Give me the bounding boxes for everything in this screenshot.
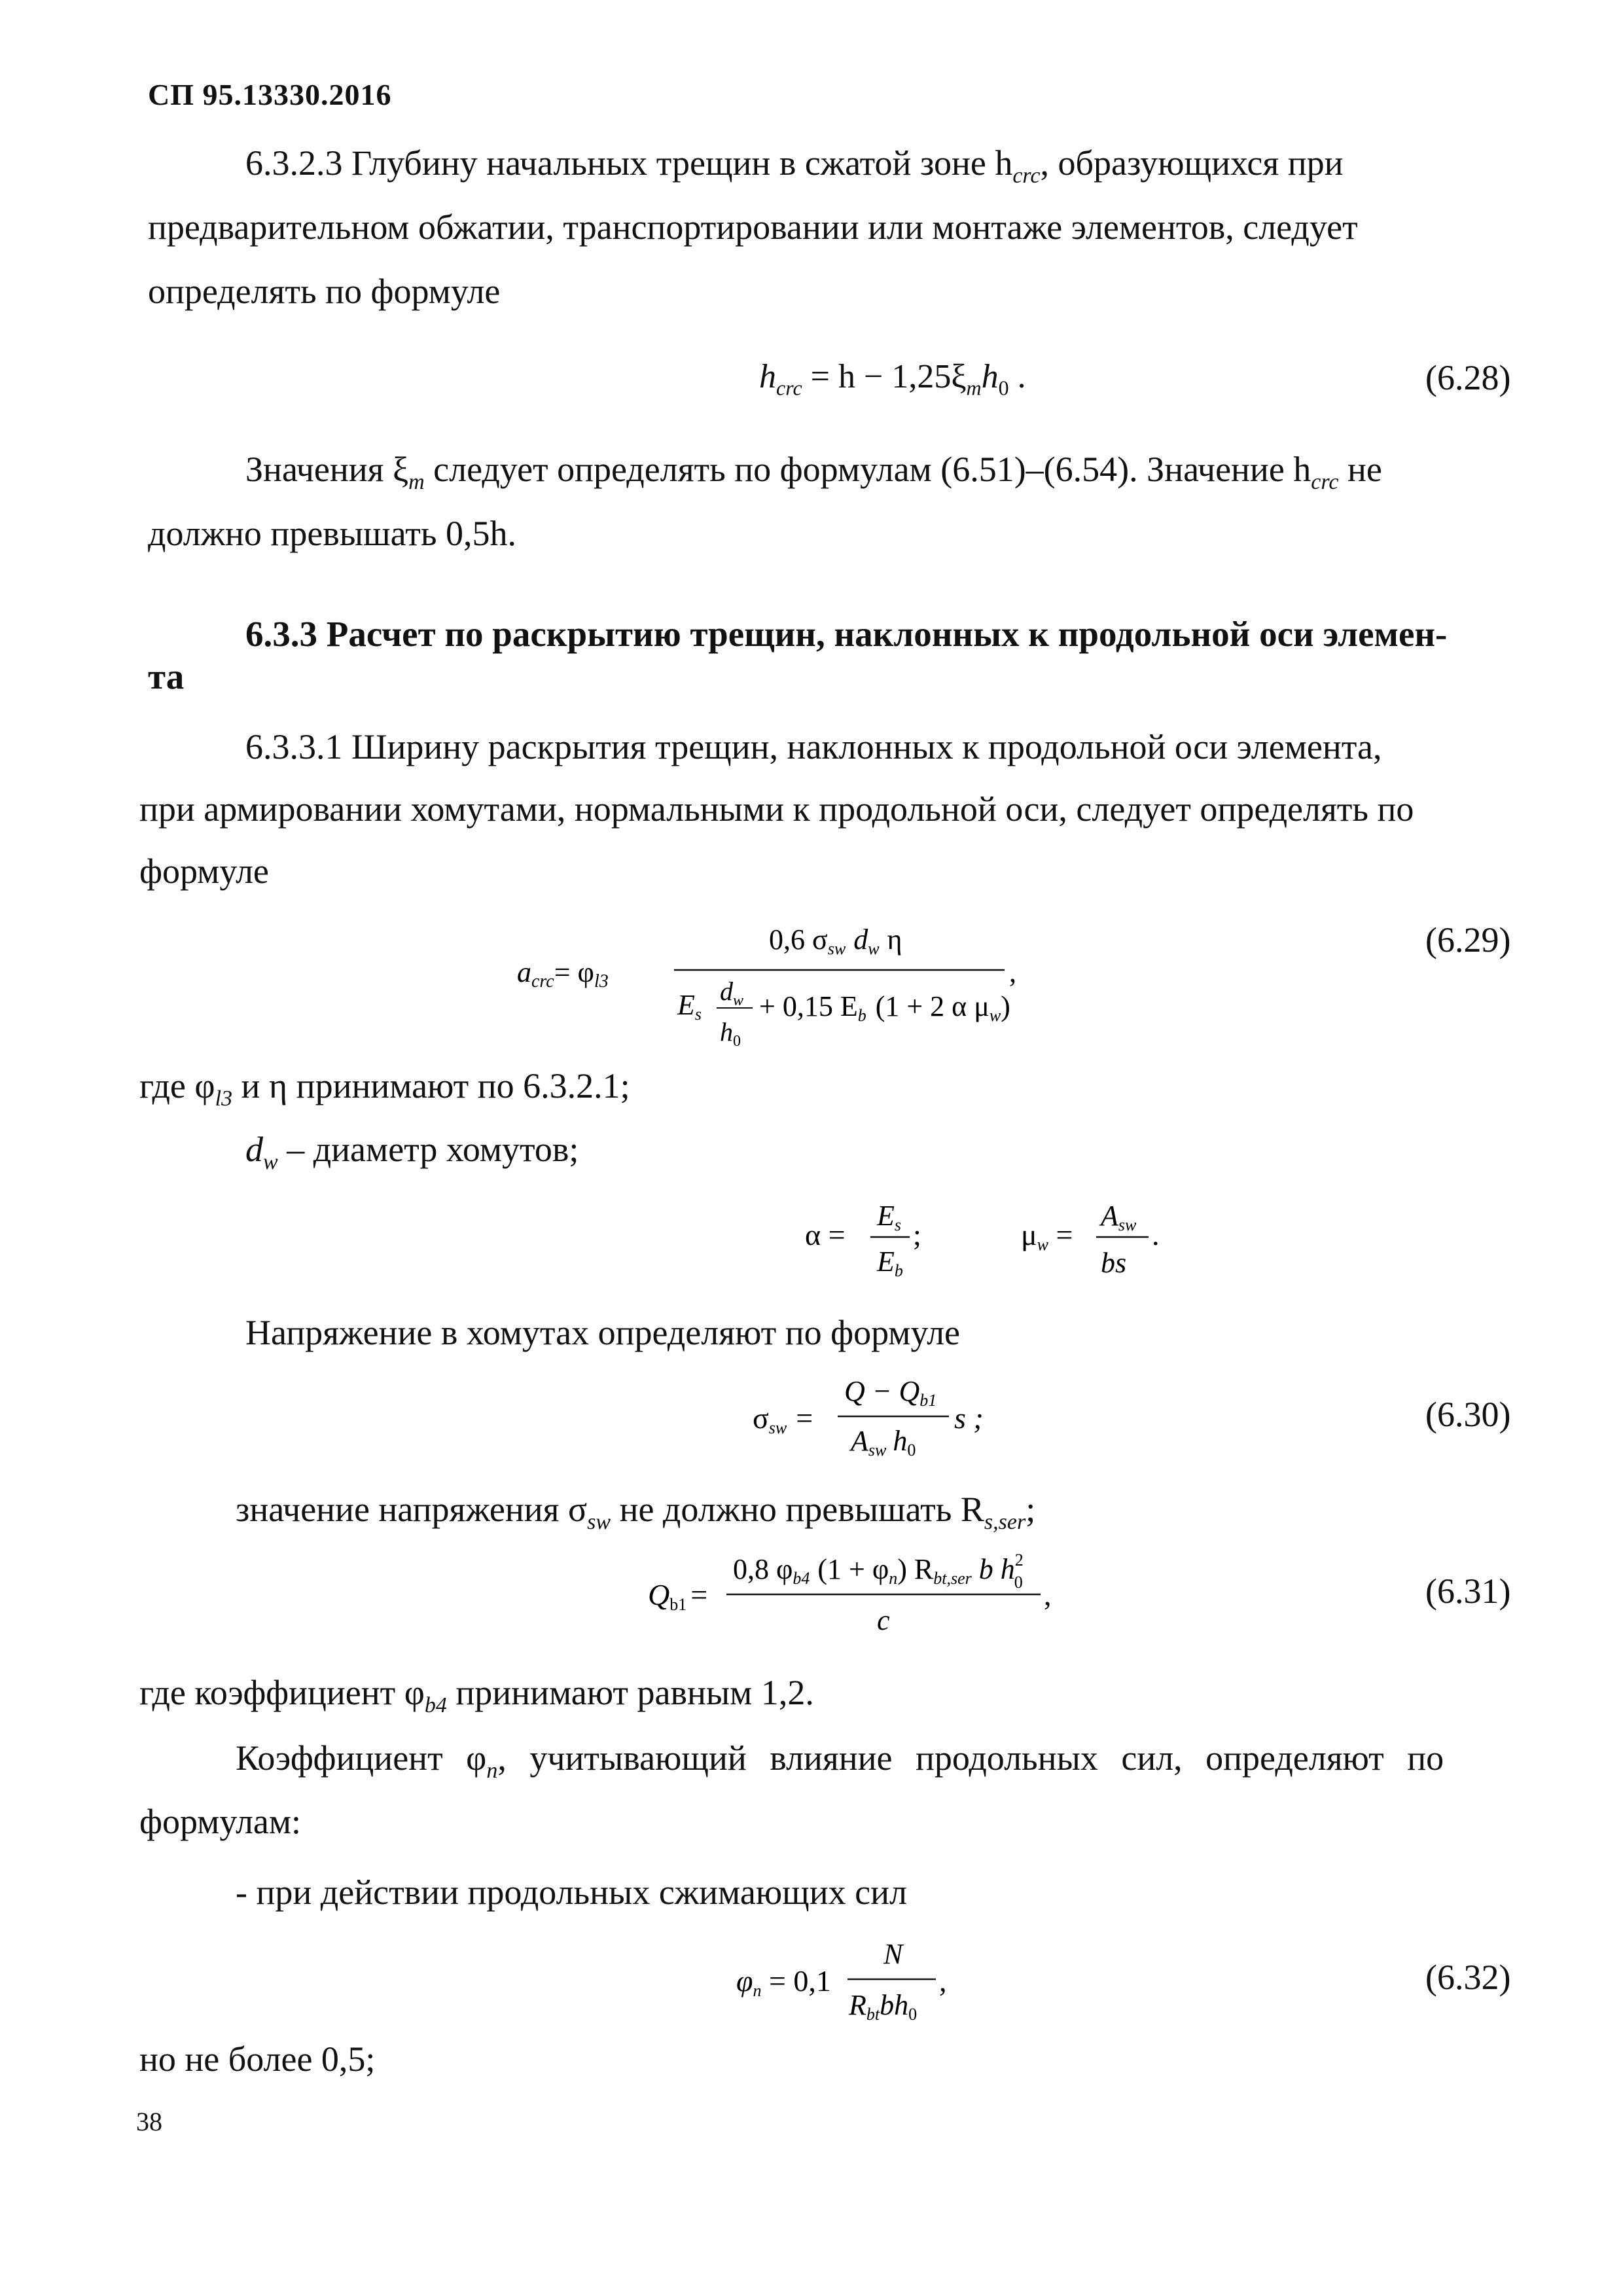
svg-text:α =: α = <box>805 1218 846 1251</box>
paragraph-6323-line1: 6.3.2.3 Глубину начальных трещин в сжатой зоне $h_{crc}$, образующихся при <box>245 143 1344 188</box>
equation-6-31 <box>648 1538 1106 1656</box>
where-dw: $d_w$ – диаметр хомутов; <box>245 1130 579 1174</box>
svg-text:bs: bs <box>1101 1247 1127 1279</box>
section-heading-6-3-3-cont: та <box>148 656 185 696</box>
equation-number-6-31: (6.31) <box>1425 1571 1511 1611</box>
paragraph-final: но не более 0,5; <box>139 2039 376 2079</box>
svg-text:,: , <box>939 1964 947 1998</box>
svg-text:;: ; <box>913 1218 921 1251</box>
paragraph-xi-line1: Значения $\xi_m$ следует определять по формулам (6.51)–(6.54). Значение $h_{crc}$ не <box>245 450 1382 494</box>
svg-text:.: . <box>1152 1218 1160 1251</box>
equation-6-29 <box>517 903 1080 1067</box>
svg-text:Eb: Eb <box>877 1246 903 1280</box>
equation-number-6-29: (6.29) <box>1425 920 1511 960</box>
equation-6-28: $h_{crc} = h - 1,25\xi_mh_0$ . <box>759 358 1026 400</box>
paragraph-stress-limit: значение напряжения $\sigma_{sw}$ не должно превышать $R_{s,ser}$; <box>236 1490 1036 1534</box>
svg-text:0,8 φb4(1 + φn) Rbt,ser b h20: 0,8 φb4 (1 + φn) Rbt,ser b $h^2$ 0 <box>733 1551 1024 1592</box>
svg-text:dw: $d_w$ <box>720 977 744 1009</box>
svg-text:Es: Es <box>677 989 702 1024</box>
paragraph-6331-line1: 6.3.3.1 Ширину раскрытия трещин, наклонных к продольной оси элемента, <box>245 727 1382 766</box>
svg-text:c: c <box>877 1604 890 1636</box>
equation-number-6-28: (6.28) <box>1425 358 1511 397</box>
svg-text:acrc= φl3: acrc= φl3 <box>517 956 609 992</box>
equation-number-6-32: (6.32) <box>1425 1958 1511 1997</box>
svg-text:s ;: s ; <box>954 1401 984 1435</box>
svg-text:0,6 σswdwη: 0,6 σsw dw η <box>769 924 902 958</box>
svg-text:,: , <box>1044 1578 1052 1611</box>
paragraph-coef-n-line1: Коэффициент $\varphi_n$, учитывающий влияние продольных сил, определяют по <box>236 1738 1444 1783</box>
where-phi-l3: где $\varphi_{l3}$ и η принимают по 6.3.2.1; <box>139 1066 630 1111</box>
svg-text:Qb1=: Qb1 = <box>648 1578 708 1614</box>
paragraph-coef-n-line2: формулам: <box>139 1802 302 1841</box>
equation-number-6-30: (6.30) <box>1425 1395 1511 1434</box>
equation-6-30 <box>753 1361 1080 1479</box>
paragraph-xi-line2: должно превышать 0,5h. <box>148 514 516 553</box>
document-code-header: СП 95.13330.2016 <box>148 78 392 111</box>
paragraph-compress: - при действии продольных сжимающих сил <box>236 1873 907 1912</box>
svg-text:+ 0,15 Eb(1 + 2 α μw): + 0,15 Eb (1 + 2 α μw) <box>759 990 1010 1025</box>
svg-text:Q − Qb1: Q − Qb1 <box>844 1375 937 1410</box>
svg-text:Rbtbh0: Rbtbh0 <box>849 1989 918 2024</box>
paragraph-coef-b4: где коэффициент $\varphi_{b4}$ принимают равным 1,2. <box>139 1673 814 1717</box>
svg-text:Es: Es <box>877 1200 902 1234</box>
equation-6-32 <box>736 1924 1031 2042</box>
paragraph-6331-line3: формуле <box>139 852 269 891</box>
svg-text:Asw: Asw <box>1101 1200 1137 1234</box>
paragraph-6323-line3: определять по формуле <box>148 272 501 311</box>
svg-text:Aswh0: Asw h0 <box>851 1425 916 1460</box>
section-heading-6-3-3: 6.3.3 Расчет по раскрытию трещин, наклонных к продольной оси элемен- <box>245 614 1448 654</box>
svg-text:,: , <box>1009 956 1016 988</box>
paragraph-6323-line2: предварительном обжатии, транспортировании или монтаже элементов, следует <box>148 207 1358 247</box>
paragraph-6331-line2: при армировании хомутами, нормальными к продольной оси, следует определять по <box>139 789 1414 829</box>
paragraph-stress: Напряжение в хомутах определяют по формуле <box>245 1313 961 1352</box>
svg-text:φn = 0,1: φn = 0,1 <box>736 1964 831 2000</box>
svg-text:μw =: μw = <box>1021 1218 1073 1254</box>
svg-text:h0: $h_0$ <box>720 1017 741 1050</box>
equation-alpha-mu <box>805 1185 1198 1296</box>
svg-text:σsw=: σsw = <box>753 1401 813 1437</box>
svg-text:N: N <box>883 1938 903 1970</box>
page-number: 38 <box>136 2107 162 2136</box>
